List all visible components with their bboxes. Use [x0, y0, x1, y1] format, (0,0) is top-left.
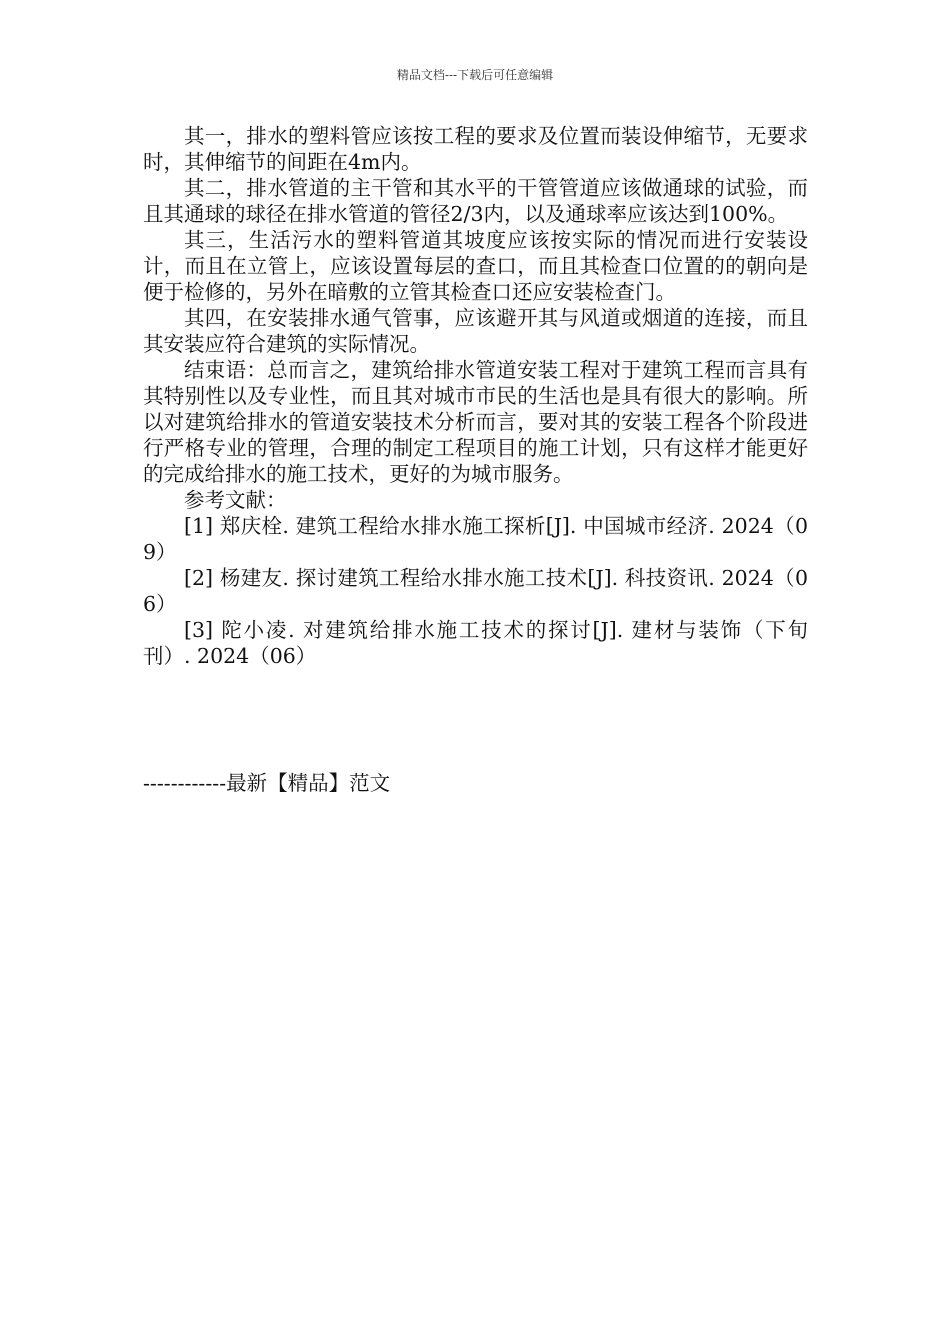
reference-item-2: [2] 杨建友. 探讨建筑工程给水排水施工技术[J]. 科技资讯. 2024（06）: [143, 566, 808, 616]
paragraph-expansion-joint: 其一，排水的塑料管应该按工程的要求及位置而装设伸缩节，无要求时，其伸缩节的间距在4m内。: [143, 124, 808, 174]
paragraph-slope-design: 其三，生活污水的塑料管道其坡度应该按实际的情况而进行安装设计，而且在立管上，应该设置每层的查口，而且其检查口位置的的朝向是便于检修的，另外在暗敷的立管其检查口还应安装检查门。: [143, 228, 808, 304]
document-body: [143, 123, 808, 669]
footer-tagline: ------------最新【精品】范文: [143, 771, 391, 795]
reference-item-1: [1] 郑庆栓. 建筑工程给水排水施工探析[J]. 中国城市经济. 2024（09）: [143, 514, 808, 564]
paragraph-conclusion: 结束语：总而言之，建筑给排水管道安装工程对于建筑工程而言具有其特别性以及专业性，而且其对城市市民的生活也是具有很大的影响。所以对建筑给排水的管道安装技术分析而言，要对其的安装工程各个阶段进行严格专业的管理，合理的制定工程项目的施工计划，只有这样才能更好的完成给排水的施工技术，更好的为城市服务。: [143, 358, 808, 486]
paragraph-vent-pipe: 其四，在安装排水通气管事，应该避开其与风道或烟道的连接，而且其安装应符合建筑的实际情况。: [143, 306, 808, 356]
page-header: 精品文档---下载后可任意编辑: [396, 68, 554, 82]
references-heading: 参考文献：: [184, 488, 287, 512]
reference-item-3: [3] 陀小凌. 对建筑给排水施工技术的探讨[J]. 建材与装饰（下旬刊）. 2024（06）: [143, 618, 808, 668]
paragraph-ball-test: 其二，排水管道的主干管和其水平的干管管道应该做通球的试验，而且其通球的球径在排水管道的管径2/3内，以及通球率应该达到100%。: [143, 176, 808, 226]
